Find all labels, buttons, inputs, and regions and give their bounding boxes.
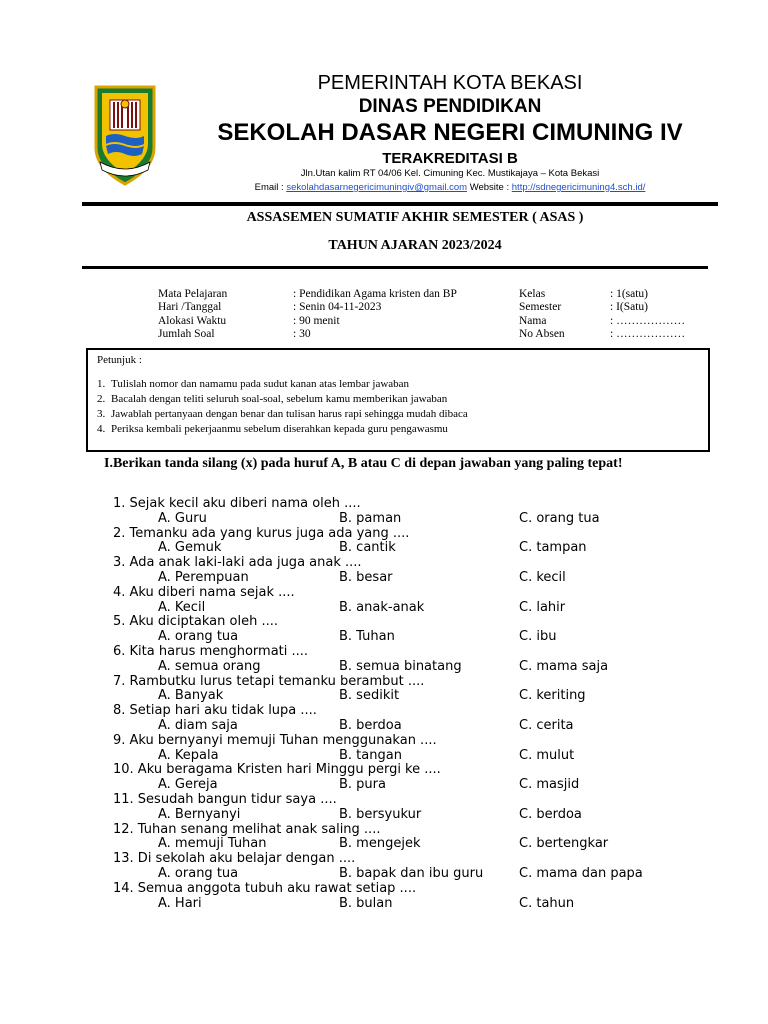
option-b: B. anak-anak	[339, 599, 425, 615]
option-b: B. sedikit	[339, 688, 400, 704]
question-text: 3. Ada anak laki-laki ada juga anak ....	[113, 555, 362, 571]
option-b: B. semua binatang	[339, 658, 462, 674]
info-value: : Senin 04-11-2023	[293, 301, 382, 314]
option-b: B. cantik	[339, 540, 396, 556]
option-c: C. mama dan papa	[519, 865, 643, 881]
option-b: B. paman	[339, 510, 402, 526]
option-a: A. orang tua	[158, 629, 239, 645]
info-label: Jumlah Soal	[158, 327, 215, 340]
info-value: : ………………	[610, 314, 686, 327]
option-a: A. Banyak	[158, 688, 224, 704]
option-b: B. tangan	[339, 747, 402, 763]
info-value: : 30	[293, 327, 311, 340]
question-item	[0, 615, 768, 645]
option-a: A. memuji Tuhan	[158, 836, 267, 852]
instruction-item: 2. Bacalah dengan teliti seluruh soal-soal, sebelum kamu memberikan jawaban	[97, 393, 448, 405]
question-options	[0, 897, 768, 912]
info-value: : ………………	[610, 327, 686, 340]
question-text: 5. Aku diciptakan oleh ....	[113, 614, 278, 630]
question-text: 10. Aku beragama Kristen hari Minggu pergi ke ....	[113, 762, 441, 778]
question-text: 12. Tuhan senang melihat anak saling ....	[113, 821, 381, 837]
option-c: C. lahir	[519, 599, 566, 615]
info-label: Nama	[519, 314, 547, 327]
question-item	[0, 645, 768, 675]
option-b: B. Tuhan	[339, 629, 395, 645]
question-options	[0, 689, 768, 704]
question-options	[0, 512, 768, 527]
option-c: C. mama saja	[519, 658, 609, 674]
school-address: Jln.Utan kalim RT 04/06 Kel. Cimuning Kec. Mustikajaya – Kota Bekasi	[300, 168, 600, 179]
question-options	[0, 808, 768, 823]
city-emblem-logo	[92, 84, 158, 188]
option-a: A. Hari	[158, 895, 202, 911]
option-b: B. besar	[339, 569, 393, 585]
option-c: C. tahun	[519, 895, 575, 911]
option-c: C. keriting	[519, 688, 586, 704]
question-options	[0, 778, 768, 793]
question-options	[0, 601, 768, 616]
option-b: B. pura	[339, 777, 386, 793]
info-value: : 1(satu)	[610, 288, 649, 300]
question-item	[0, 527, 768, 557]
info-label: Semester	[519, 301, 562, 314]
question-item	[0, 763, 768, 793]
info-right-values	[610, 288, 685, 341]
question-item	[0, 793, 768, 823]
question-item	[0, 852, 768, 882]
question-options	[0, 660, 768, 675]
header-divider	[82, 202, 718, 206]
option-c: C. ibu	[519, 629, 557, 645]
question-text: 2. Temanku ada yang kurus juga ada yang ....	[113, 525, 410, 541]
info-label: Hari /Tanggal	[158, 301, 222, 314]
info-right-labels	[519, 288, 565, 341]
instruction-item: 4. Periksa kembali pekerjaanmu sebelum diserahkan kepada guru pengawasmu	[97, 423, 448, 435]
option-c: C. bertengkar	[519, 836, 609, 852]
question-item	[0, 675, 768, 705]
info-left-values	[293, 288, 457, 341]
title-divider	[82, 266, 708, 269]
info-left-labels	[158, 288, 227, 341]
option-c: C. berdoa	[519, 806, 582, 822]
email-link[interactable]: sekolahdasarnegericimuningiv@gmail.com	[286, 182, 468, 193]
option-b: B. bapak dan ibu guru	[339, 865, 484, 881]
question-text: 6. Kita harus menghormati ....	[113, 643, 309, 659]
info-value: : I(Satu)	[610, 301, 649, 314]
option-c: C. kecil	[519, 569, 566, 585]
question-item	[0, 586, 768, 616]
academic-year: TAHUN AJARAN 2023/2024	[328, 238, 502, 253]
website-link[interactable]: http://sdnegericimuning4.sch.id/	[511, 182, 646, 193]
government-name: PEMERINTAH KOTA BEKASI	[317, 72, 583, 94]
school-name: SEKOLAH DASAR NEGERI CIMUNING IV	[217, 119, 683, 146]
option-a: A. semua orang	[158, 658, 261, 674]
option-b: B. bulan	[339, 895, 393, 911]
info-label: Mata Pelajaran	[158, 288, 228, 300]
info-label: Kelas	[519, 288, 546, 300]
option-a: A. diam saja	[158, 717, 238, 733]
question-options	[0, 719, 768, 734]
question-text: 4. Aku diberi nama sejak ....	[113, 584, 295, 600]
website-label: Website :	[469, 182, 510, 193]
option-a: A. Gereja	[158, 777, 218, 793]
instruction-item: 3. Jawablah pertanyaan dengan benar dan tulisan harus rapi sehingga mudah dibaca	[97, 408, 468, 420]
option-a: A. Guru	[158, 510, 207, 526]
accreditation: TERAKREDITASI B	[382, 150, 518, 167]
question-item	[0, 497, 768, 527]
instructions-box	[86, 348, 710, 452]
email-label: Email :	[254, 182, 284, 193]
question-text: 8. Setiap hari aku tidak lupa ....	[113, 703, 317, 719]
option-c: C. tampan	[519, 540, 587, 556]
option-a: A. orang tua	[158, 865, 239, 881]
option-a: A. Kecil	[158, 599, 206, 615]
option-a: A. Gemuk	[158, 540, 222, 556]
option-b: B. bersyukur	[339, 806, 422, 822]
option-c: C. masjid	[519, 777, 580, 793]
question-options	[0, 867, 768, 882]
question-item	[0, 734, 768, 764]
option-b: B. berdoa	[339, 717, 402, 733]
info-label: Alokasi Waktu	[158, 314, 227, 327]
question-text: 14. Semua anggota tubuh aku rawat setiap ....	[113, 880, 417, 896]
option-c: C. mulut	[519, 747, 575, 763]
instruction-item: 1. Tulislah nomor dan namamu pada sudut kanan atas lembar jawaban	[97, 378, 410, 390]
instructions-list	[97, 377, 468, 437]
question-text: 9. Aku bernyanyi memuji Tuhan menggunakan ....	[113, 732, 437, 748]
question-item	[0, 704, 768, 734]
question-text: 1. Sejak kecil aku diberi nama oleh ....	[113, 496, 361, 511]
option-c: C. cerita	[519, 717, 574, 733]
question-text: 13. Di sekolah aku belajar dengan ....	[113, 851, 356, 867]
option-c: C. orang tua	[519, 510, 600, 526]
question-item	[0, 823, 768, 853]
instructions-title: Petunjuk :	[97, 354, 142, 366]
info-label: No Absen	[519, 327, 565, 340]
question-text: 11. Sesudah bangun tidur saya ....	[113, 791, 337, 807]
question-options	[0, 749, 768, 764]
question-options	[0, 837, 768, 852]
question-item	[0, 556, 768, 586]
department-name: DINAS PENDIDIKAN	[358, 96, 542, 117]
info-value: : 90 menit	[293, 314, 340, 327]
question-list	[0, 497, 768, 911]
question-text: 7. Rambutku lurus tetapi temanku berambut ....	[113, 673, 425, 689]
info-value: : Pendidikan Agama kristen dan BP	[293, 288, 457, 300]
option-a: A. Perempuan	[158, 569, 249, 585]
contact-line	[170, 182, 730, 193]
question-options	[0, 541, 768, 556]
section-heading: I.Berikan tanda silang (x) pada huruf A, B atau C di depan jawaban yang paling tepat!	[104, 456, 623, 471]
option-b: B. mengejek	[339, 836, 421, 852]
question-options	[0, 571, 768, 586]
exam-title: ASSASEMEN SUMATIF AKHIR SEMESTER ( ASAS )	[246, 210, 584, 225]
option-a: A. Kepala	[158, 747, 219, 763]
question-item	[0, 882, 768, 912]
question-options	[0, 630, 768, 645]
option-a: A. Bernyanyi	[158, 806, 241, 822]
